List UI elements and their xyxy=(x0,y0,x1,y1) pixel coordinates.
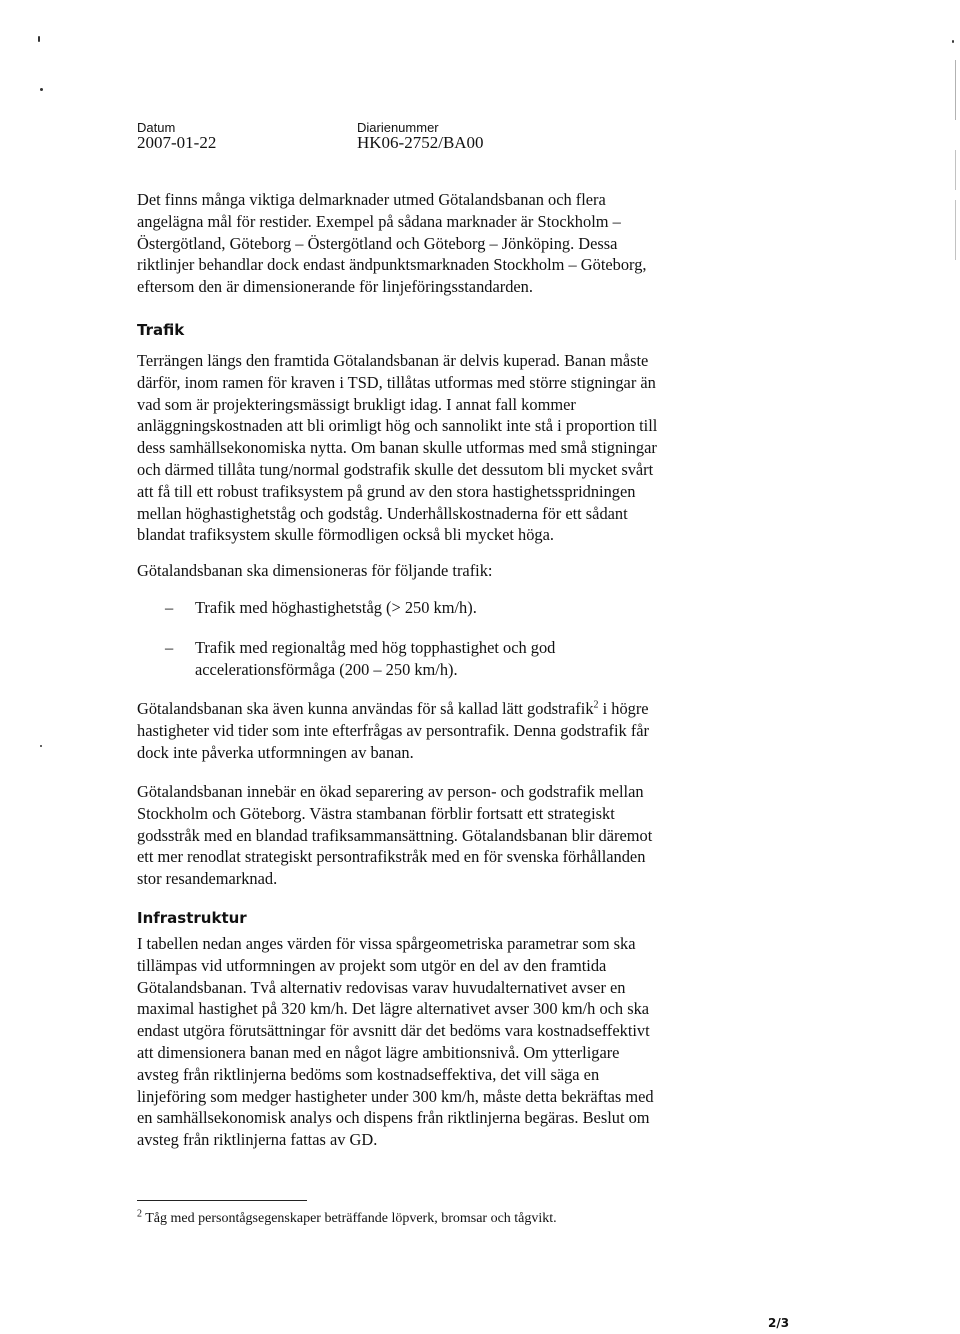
section-heading-trafik: Trafik xyxy=(137,321,185,339)
infrastruktur-paragraph xyxy=(137,933,717,1151)
footnote-reference: 2 xyxy=(593,699,599,711)
text-span: Götalandsbanan ska även kunna användas för så kallad lätt godstrafik xyxy=(137,699,594,718)
text-line: dock inte påverka utformningen av banan. xyxy=(137,742,414,762)
text-line: Terrängen längs den framtida Götalandsbanan är delvis kuperad. Banan måste xyxy=(137,351,649,370)
bullet-item xyxy=(137,597,737,619)
text-line: hastigheter vid tider som inte efterfrågas av persontrafik. Denna godstrafik får xyxy=(137,720,650,740)
text-line: blandat trafiksystem skulle förmodligen också bli mycket höga. xyxy=(137,525,554,545)
text-line: och därmed tillåta tung/normal godstrafik skulle det dessutom bli mycket svårt xyxy=(137,459,654,479)
scan-speck xyxy=(40,88,43,91)
text-line: anläggningskostnaden att bli orimligt hög och sannolikt inte stå i proportion till xyxy=(137,416,658,436)
text-line: Götalandsbanan innebär en ökad separering av person- och godstrafik mellan xyxy=(137,782,644,801)
footnote xyxy=(137,1208,557,1227)
text-span: i högre xyxy=(598,699,649,718)
footnote-separator xyxy=(137,1200,307,1201)
text-line: en samhällsekonomisk analys och dispens från riktlinjerna begäras. Beslut om xyxy=(137,1108,650,1128)
text-line: I tabellen nedan anges värden för vissa spårgeometriska parametrar som ska xyxy=(137,934,636,953)
text-line: ett mer renodlat strategiskt persontrafikstråk med en för svenska förhållanden xyxy=(137,847,646,867)
text-line: riktlinjer behandlar dock endast ändpunktsmarknaden Stockholm – Göteborg, xyxy=(137,255,647,275)
text-line: Östergötland, Göteborg – Östergötland och Göteborg – Jönköping. Dessa xyxy=(137,233,618,253)
scan-speck xyxy=(40,745,42,747)
text-line: mellan höghastighetståg och godståg. Underhållskostnaderna för ett sådant xyxy=(137,503,628,523)
text-line: avsteg från riktlinjerna bedöms som kostnadseffektiva, det vill säga en xyxy=(137,1064,600,1084)
text-line xyxy=(137,698,717,720)
text-line: avsteg från riktlinjerna fattas av GD. xyxy=(137,1130,378,1150)
text-line: därför, inom ramen för kraven i TSD, tillåtas utformas med större stigningar än xyxy=(137,372,656,392)
text-line: accelerationsförmåga (200 – 250 km/h). xyxy=(195,659,458,679)
text-line: maximal hastighet på 320 km/h. Det lägre alternativet avser 300 km/h och ska xyxy=(137,999,650,1019)
section-heading-infrastruktur: Infrastruktur xyxy=(137,909,247,927)
text-line: Det finns många viktiga delmarknader utmed Götalandsbanan och flera xyxy=(137,190,606,209)
text-line: vad som är projekteringsmässigt brukligt idag. I annat fall kommer xyxy=(137,394,576,414)
text-line: endast utgöra förutsättningar för avsnitt där det bedöms vara kostnadseffektivt xyxy=(137,1021,650,1041)
text-line: Stockholm och Göteborg. Västra stambanan förblir fortsatt ett strategiskt xyxy=(137,803,615,823)
reference-label: Diarienummer xyxy=(357,120,439,135)
bullet-text xyxy=(195,637,715,681)
date-label: Datum xyxy=(137,120,176,135)
text-line: eftersom den är dimensionerande för linjeföringsstandarden. xyxy=(137,277,533,297)
text-line: dess samhällsekonomiska nytta. Om banan skulle utformas med små stigningar xyxy=(137,438,657,458)
scan-speck xyxy=(952,40,954,43)
scan-edge-mark xyxy=(955,60,956,120)
text-line: Trafik med höghastighetståg (> 250 km/h). xyxy=(195,598,477,617)
bullet-dash: – xyxy=(165,598,174,617)
bullet-item xyxy=(137,637,737,681)
trafik-paragraph-3 xyxy=(137,698,717,763)
reference-value: HK06-2752/BA00 xyxy=(357,133,484,152)
date-value: 2007-01-22 xyxy=(137,133,217,152)
text-line: godsstråk med en blandad trafiksammansättning. Götalandsbanan blir däremot xyxy=(137,825,653,845)
text-line: tillämpas vid utformningen av projekt som utgör en del av den framtida xyxy=(137,955,607,975)
trafik-paragraph-4 xyxy=(137,781,717,890)
trafik-paragraph-1 xyxy=(137,350,717,546)
scan-edge-mark xyxy=(955,150,956,190)
text-line: Trafik med regionaltåg med hög topphastighet och god xyxy=(195,638,556,657)
scan-speck xyxy=(38,36,40,42)
footnote-text: Tåg med persontågsegenskaper beträffande löpverk, bromsar och tågvikt. xyxy=(145,1211,557,1226)
scan-edge-mark xyxy=(955,200,956,260)
trafik-paragraph-2: Götalandsbanan ska dimensioneras för följande trafik: xyxy=(137,561,493,580)
text-line: Götalandsbanan. Två alternativ redovisas varav huvudalternativet avser en xyxy=(137,977,626,997)
text-line: linjeföring som medger hastigheter under 300 km/h, måste detta bekräftas med xyxy=(137,1086,654,1106)
text-line: att dimensionera banan med en något lägre ambitionsnivå. Om ytterligare xyxy=(137,1042,620,1062)
page-number: 2/3 xyxy=(768,1316,790,1330)
footnote-marker: 2 xyxy=(137,1208,142,1220)
intro-paragraph xyxy=(137,189,717,298)
bullet-dash: – xyxy=(165,638,174,657)
text-line: att få till ett robust trafiksystem på grund av den stora hastighetsspridningen xyxy=(137,481,636,501)
bullet-text xyxy=(195,597,715,619)
text-line: angelägna mål för restider. Exempel på sådana marknader är Stockholm – xyxy=(137,211,621,231)
text-line: stor resandemarknad. xyxy=(137,869,278,889)
